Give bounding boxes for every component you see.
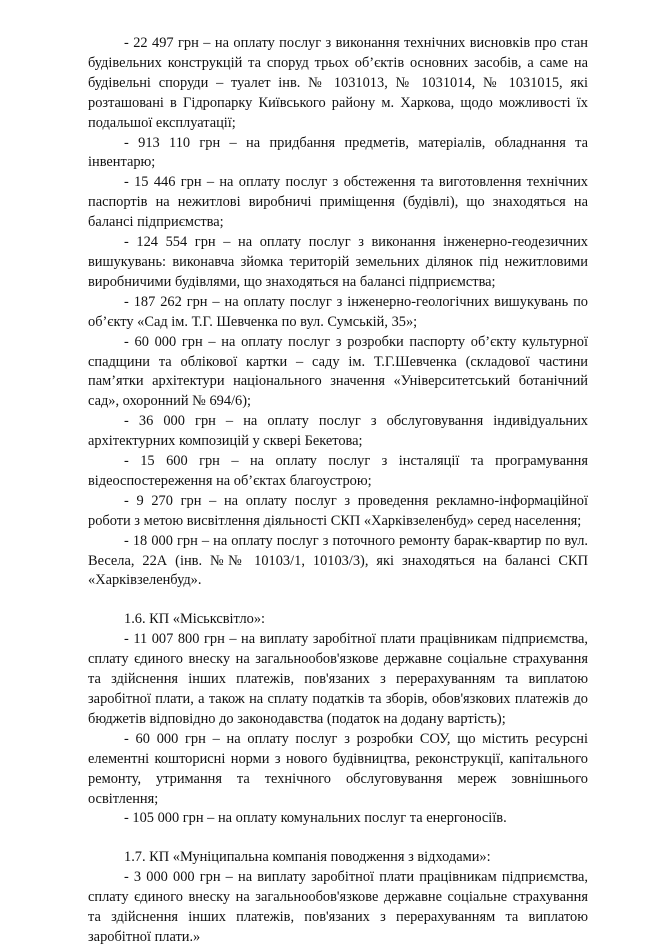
paragraph-video-surveillance: - 15 600 грн – на оплату послуг з інсталяції та програмування відеоспостереження на об’єктах благоустрою; — [88, 453, 588, 489]
paragraph-purchase-materials: - 913 110 грн – на придбання предметів, матеріалів, обладнання та інвентарю; — [88, 134, 588, 171]
paragraph-inspection-toilets: - 22 497 грн – на оплату послуг з виконання технічних висновків про стан будівельних конструкцій та споруд трьох об’єктів основних засобів, а саме на будівельні споруди – туалет інв. № 1031013, № 1031014, № 1031015, які розташовані в Гідропарку Київського району м. Харкова, щодо можливості їх подальшої експлуатації; — [88, 35, 588, 131]
paragraph-barracks-repair: - 18 000 грн – на оплату послуг з поточного ремонту барак-квартир по вул. Весела, 22А (інв. №№ 10103/1, 10103/3), які знаходяться на балансі СКП «Харківзеленбуд». — [88, 532, 588, 589]
paragraph-utilities: - 105 000 грн – на оплату комунальних послуг та енергоносіїв. — [124, 810, 507, 827]
paragraph-technical-passports: - 15 446 грн – на оплату послуг з обстеження та виготовлення технічних паспортів на нежитлові виробничі приміщення (будівлі), що знаходяться на балансі підприємства; — [88, 174, 588, 231]
paragraph-geological-surveys: - 187 262 грн – на оплату послуг з інженерно-геологічних вишукувань по об’єкту «Сад ім. Т.Г. Шевченка по вул. Сумській, 35»; — [88, 293, 588, 330]
section-heading-miskosvitlo: 1.6. КП «Міськсвітло»: — [124, 611, 266, 628]
paragraph-architectural-compositions: - 36 000 грн – на оплату послуг з обслуговування індивідуальних архітектурних композицій у сквері Бекетова; — [88, 413, 588, 450]
paragraph-heritage-passport: - 60 000 грн – на оплату послуг з розробки паспорту об’єкту культурної спадщини та облікової картки – саду ім. Т.Г.Шевченка (складової частини пам’ятки архітектури національного значення «Університетський ботанічний сад», охоронний № 694/6); — [88, 333, 588, 410]
section-heading-waste-company: 1.7. КП «Муніципальна компанія поводження з відходами»: — [124, 849, 491, 866]
document-body — [88, 34, 588, 948]
paragraph-salary-miskosvitlo: - 11 007 800 грн – на виплату заробітної плати працівникам підприємства, сплату єдиного внеску на загальнообов'язкове державне соціальне страхування та здійснення інших платежів, пов'язаних з перерахуванням та виплатою заробітної плати, а також на сплату податків та зборів, обов'язкових платежів до бюджетів відповідно до законодавства (податок на додану вартість); — [88, 631, 588, 727]
paragraph-salary-waste-company: - 3 000 000 грн – на виплату заробітної плати працівникам підприємства, сплату єдиного внеску на загальнообов'язкове державне соціальне страхування та здійснення інших платежів, пов'язаних з перерахуванням та виплатою заробітної плати.» — [88, 869, 588, 945]
paragraph-advertising: - 9 270 грн – на оплату послуг з проведення рекламно-інформаційної роботи з метою висвітлення діяльності СКП «Харківзеленбуд» серед населення; — [88, 492, 588, 529]
paragraph-geodetic-surveys: - 124 554 грн – на оплату послуг з виконання інженерно-геодезичних вишукувань: виконавча зйомка територій земельних ділянок під нежитловими виробничими будівлями, що знаходяться на балансі підприємства; — [88, 234, 588, 290]
paragraph-sou-development: - 60 000 грн – на оплату послуг з розробки СОУ, що містить ресурсні елементні кошторисні норми з нового будівництва, реконструкції, капітального ремонту, утримання та технічного обслуговування мереж зовнішнього освітлення; — [88, 730, 588, 807]
